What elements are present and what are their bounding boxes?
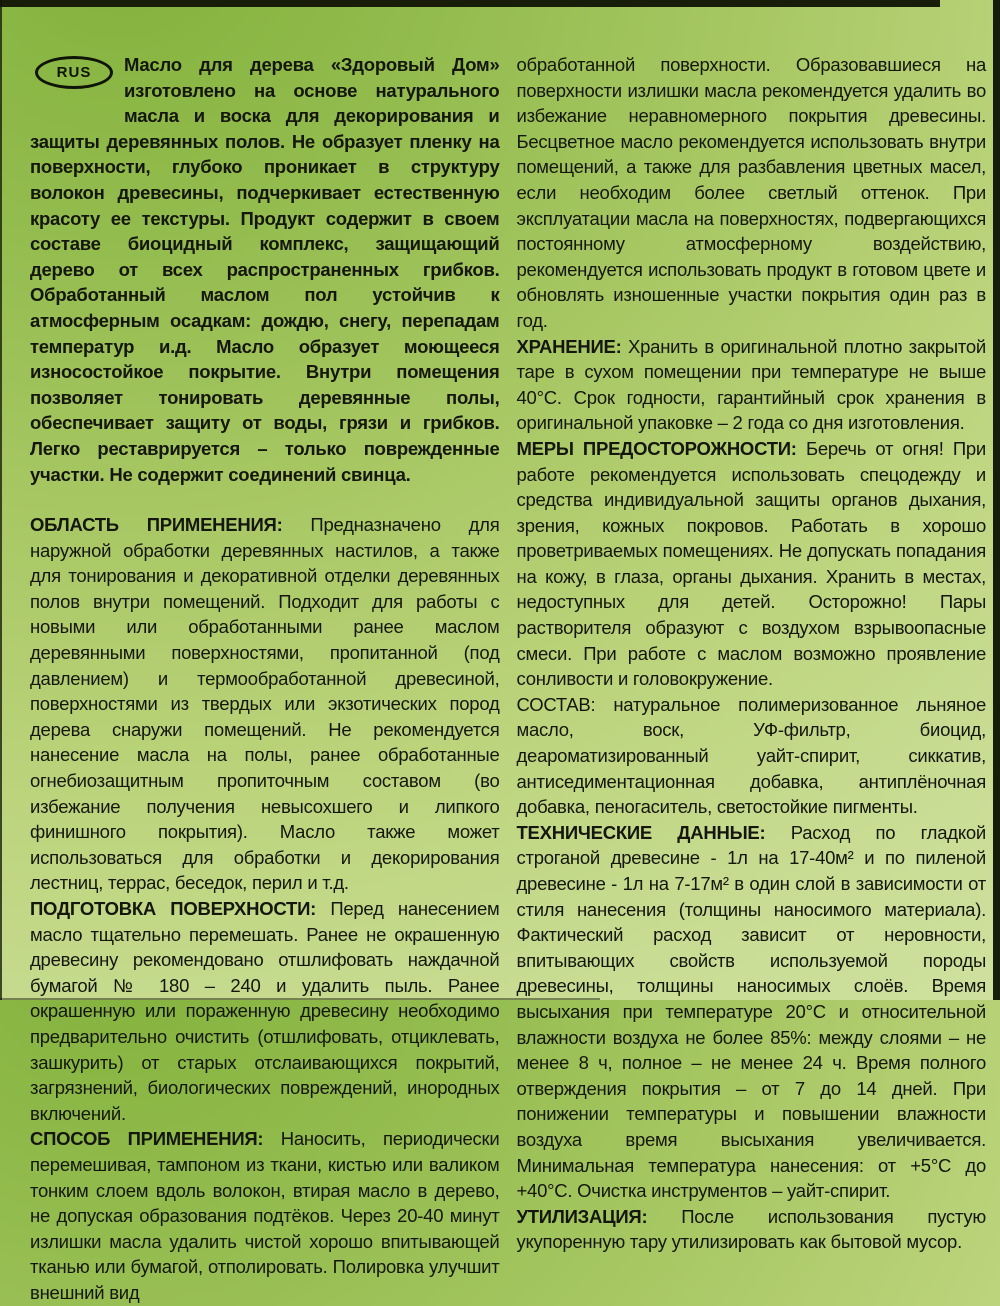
section-body: обработанной поверхности. Образовавшиеся на поверхности излишки масла рекомендуется удалить во избежание неравномерного покрытия древесины. Бесцветное масло рекомендуется использовать внутри помещений, а также для разбавления цветных масел, если необходим более светлый оттенок. При эксплуатации масла на поверхностях, подвергающихся постоянному атмосферному воздействию, рекомендуется использовать продукт в готовом цвете и обновлять изношенные участки покрытия один раз в год. xyxy=(516,54,986,331)
section-body: Масло для дерева «Здоровый Дом» изготовлено на основе натурального масла и воска для декорирования и защиты деревянных полов. Не образует пленку на поверхности, глубоко проникает в структуру волокон древесины, подчеркивает естественную красоту ее текстуры. Продукт содержит в своем составе биоцидный комплекс, защищающий дерево от всех распространенных грибков. Обработанный маслом пол устойчив к атмосферным осадкам: дождю, снегу, перепадам температур и.д. Масло образует моющееся износостойкое покрытие. Внутри помещения позволяет тонировать деревянные полы, обеспечивает защиту от воды, грязи и грибков. Легко реставрируется – только поврежденные участки. Не содержит соединений свинца. xyxy=(30,54,500,485)
section-application-method xyxy=(30,1126,500,1305)
section-header: ТЕХНИЧЕСКИЕ ДАННЫЕ: xyxy=(516,821,791,843)
section-precautions xyxy=(517,436,987,692)
section-body: Расход по гладкой строганой древесине - 1л на 17-40м² и по пиленой древесине - 1л на 7-17м² в один слой в зависимости от стиля нанесения (толщины наносимого материала). Фактический расход зависит от неровности, впитывающих свойств используемой породы древесины, толщины наносимых слоёв. Время высыхания при температуре 20°С и относительной влажности воздуха не более 85%: между слоями – не менее 8 ч, полное – не менее 24 ч. Время полного отверждения покрытия – от 7 до 14 дней. При понижении температуры и повышении влажности воздуха время высыхания увеличивается. Минимальная температура нанесения: от +5°С до +40°С. Очистка инструментов – уайт-спирит. xyxy=(516,821,986,1202)
section-body: После использования пустую укупоренную тару утилизировать как бытовой мусор. xyxy=(516,1205,986,1253)
section-header: ПОДГОТОВКА ПОВЕРХНОСТИ: xyxy=(30,898,331,919)
section-disposal xyxy=(517,1204,987,1255)
section-body: натуральное полимеризованное льняное масло, воск, УФ-фильтр, биоцид, деароматизированный уайт-спирит, сиккатив, антиседиментационная добавка, антиплёночная добавка, пеногаситель, светостойкие пигменты. xyxy=(516,693,987,818)
section-header: СПОСОБ ПРИМЕНЕНИЯ: xyxy=(30,1128,281,1150)
section-body: Беречь от огня! При работе рекомендуется использовать спецодежду и средства индивидуальной защиты органов дыхания, зрения, кожных покровов. Работать в хорошо проветриваемых помещениях. Не допускать попадания на кожу, в глаза, органы дыхания. Хранить в местах, недоступных для детей. Осторожно! Пары растворителя образуют с воздухом взрывоопасные смеси. При работе с маслом возможно проявление сонливости и головокружение. xyxy=(516,437,986,690)
rus-language-badge: RUS xyxy=(35,56,113,89)
section-body: Наносить, периодически перемешивая, тампоном из ткани, кистью или валиком тонким слоем вдоль волокон, втирая масло в дерево, не допуская образования подтёков. Через 20-40 минут излишки масла удалить чистой хорошо впитывающей тканью или бумагой, отполировать. Полировка улучшит внешний вид xyxy=(30,1128,500,1303)
section-surface-preparation xyxy=(30,896,500,1126)
section-body: Хранить в оригинальной плотно закрытой таре в сухом помещении при температуре не выше 40°С. Срок годности, гарантийный срок хранения в оригинальной упаковке – 2 года со дня изготовления. xyxy=(516,335,986,434)
section-header: УТИЛИЗАЦИЯ: xyxy=(516,1205,682,1227)
label-column-left xyxy=(30,52,500,1303)
label-column-right xyxy=(516,52,987,1253)
section-composition xyxy=(517,692,987,820)
section-body: Перед нанесением масло тщательно перемешать. Ранее не окрашенную древесину рекомендовано отшлифовать наждачной бумагой № 180 – 240 и удалить пыль. Ранее окрашенную или пораженную древесину необходимо предварительно очистить (отшлифовать, отциклевать, зашкурить) от старых отслаивающихся покрытий, загрязнений, биологических повреждений, инородных включений. xyxy=(30,898,500,1124)
section-header: ОБЛАСТЬ ПРИМЕНЕНИЯ: xyxy=(30,514,311,536)
section-header: ХРАНЕНИЕ: xyxy=(516,335,629,357)
section-area-of-use xyxy=(30,512,500,896)
section-body: Предназначено для наружной обработки деревянных настилов, а также для тонирования и декоративной отделки деревянных полов внутри помещений. Подходит для работы с новыми или обработанными ранее маслом деревянными поверхностями, пропитанной (под давлением) и термообработанной древесиной, поверхностями из твердых или экзотических пород дерева снаружи помещений. Не рекомендуется нанесение масла на полы, ранее обработанные огнебиозащитным пропиточным составом (во избежание получения невысохшего и липкого финишного покрытия). Масло также может использоваться для обработки и декорирования лестниц, террас, беседок, перил и т.д. xyxy=(30,514,500,894)
section-storage xyxy=(517,334,987,436)
section-technical-data xyxy=(517,820,987,1204)
section-header: МЕРЫ ПРЕДОСТОРОЖНОСТИ: xyxy=(516,437,806,459)
section-header: СОСТАВ: xyxy=(516,693,614,715)
intro-paragraph xyxy=(30,52,500,487)
section-application-continued xyxy=(517,52,987,334)
